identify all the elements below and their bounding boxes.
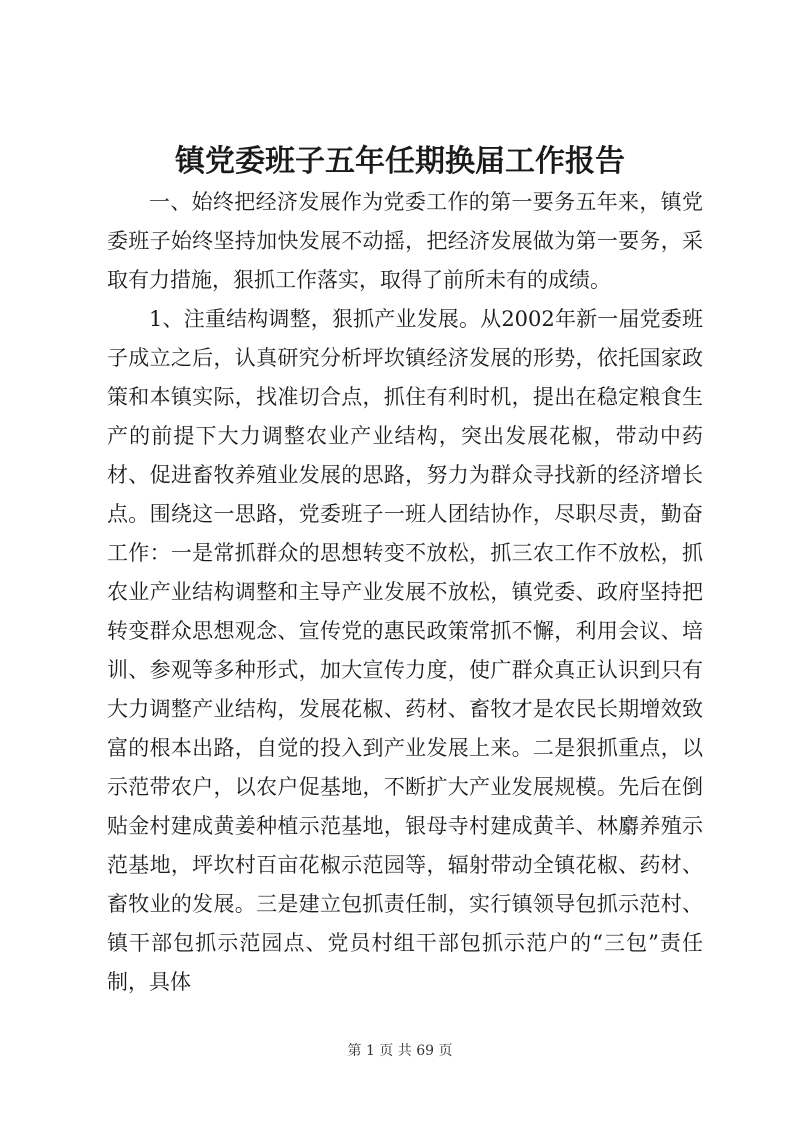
document-body: [107, 183, 703, 1002]
document-title: 镇党委班子五年任期换届工作报告: [175, 144, 625, 179]
body-paragraph-2: 1、注重结构调整，狠抓产业发展。从2002年新一届党委班子成立之后，认真研究分析坪坎镇经济发展的形势，依托国家政策和本镇实际，找准切合点，抓住有利时机，提出在稳定粮食生产的前提下大力调整农业产业结构，突出发展花椒，带动中药材、促进畜牧养殖业发展的思路，努力为群众寻找新的经济增长点。围绕这一思路，党委班子一班人团结协作，尽职尽责，勤奋工作：一是常抓群众的思想转变不放松，抓三农工作不放松，抓农业产业结构调整和主导产业发展不放松，镇党委、政府坚持把转变群众思想观念、宣传党的惠民政策常抓不懈，利用会议、培训、参观等多种形式，加大宣传力度，使广群众真正认识到只有大力调整产业结构，发展花椒、药材、畜牧才是农民长期增效致富的根本出路，自觉的投入到产业发展上来。二是狠抓重点，以示范带农户，以农户促基地，不断扩大产业发展规模。先后在倒贴金村建成黄姜种植示范基地，银母寺村建成黄羊、林麝养殖示范基地，坪坎村百亩花椒示范园等，辐射带动全镇花椒、药材、畜牧业的发展。三是建立包抓责任制，实行镇领导包抓示范村、镇干部包抓示范园点、党员村组干部包抓示范户的“三包”责任制，具体: [107, 307, 703, 994]
page-number-footer: 第 1 页 共 69 页: [347, 1043, 453, 1059]
body-paragraph-1: 一、始终把经济发展作为党委工作的第一要务五年来，镇党委班子始终坚持加快发展不动摇，把经济发展做为第一要务，采取有力措施，狠抓工作落实，取得了前所未有的成绩。: [107, 190, 703, 292]
